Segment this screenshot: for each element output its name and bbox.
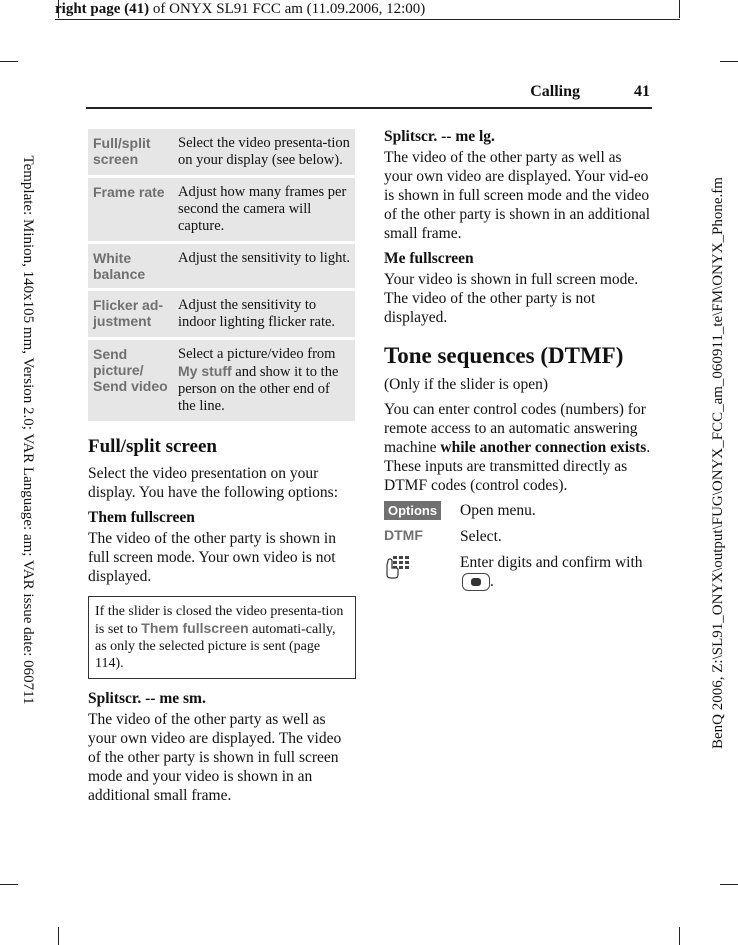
print-header — [55, 0, 680, 20]
option-key: Send picture/ Send video — [88, 340, 173, 421]
key-action-text: . — [490, 573, 494, 590]
option-desc — [173, 340, 355, 421]
table-row — [88, 244, 355, 288]
paragraph: Your video is shown in full screen mode. The video of the other party is not displayed. — [384, 271, 639, 326]
note-text: If the slider is closed the video presenta-tion is set to — [95, 604, 344, 637]
option-desc: Adjust the sensitivity to indoor lighting flicker rate. — [173, 291, 355, 337]
template-info: Template: Minion, 140x105 mm, Version 2.0; VAR Language: am; VAR issue date: 060711 — [20, 155, 36, 705]
print-header-page: right page (41) — [55, 1, 150, 17]
paragraph — [384, 400, 652, 495]
text: . These inputs are transmitted directly as DTMF codes (control codes). — [384, 439, 651, 494]
table-row — [88, 178, 355, 241]
paragraph: The video of the other party as well as your own video are displayed. The video of the other party is shown in full screen mode and your video is shown in an additional small frame. — [88, 711, 342, 804]
print-header-doc: of ONYX SL91 FCC am (11.09.2006, 12:00) — [149, 1, 426, 17]
paragraph: (Only if the slider is open) — [384, 376, 549, 393]
option-desc-text: and show it to the person on the other end of the line. — [178, 364, 339, 414]
center-key-icon — [462, 573, 490, 591]
note-text: automati-cally, as only the selected picture is sent (page 114). — [95, 622, 336, 671]
left-column — [88, 129, 356, 811]
ui-term-them-fullscreen: Them fullscreen — [141, 620, 249, 636]
dtmf-option[interactable]: DTMF — [384, 527, 423, 543]
option-desc: Adjust how many frames per second the camera will capture. — [173, 178, 355, 241]
section-heading-full-split: Full/split screen — [88, 436, 217, 457]
key-row — [384, 501, 652, 523]
option-key: White balance — [88, 244, 173, 288]
key-row — [384, 527, 652, 549]
file-path-info: BenQ 2006, Z:\SL91_ONYX\output\FUG\ONYX_FCC_am_060911_te\FM\ONYX_Phone.fm — [710, 177, 726, 749]
keypad-icon-graphic — [384, 553, 412, 579]
subheading-me-fullscreen: Me fullscreen — [384, 250, 474, 267]
table-row — [88, 129, 355, 175]
right-column — [384, 129, 652, 595]
key-action: Open menu. — [460, 502, 536, 519]
options-softkey[interactable]: Options — [384, 501, 441, 520]
crop-mark — [0, 61, 18, 62]
table-row — [88, 291, 355, 337]
page-number: 41 — [634, 83, 650, 100]
paragraph: The video of the other party is shown in full screen mode. Your own video is not displayed. — [88, 530, 336, 585]
crop-mark — [679, 927, 680, 945]
note-box — [88, 596, 356, 679]
subheading-splitscr-me-sm: Splitscr. -- me sm. — [88, 690, 206, 707]
emphasis: while another connection exists — [440, 439, 647, 456]
running-head — [86, 79, 652, 109]
option-desc: Adjust the sensitivity to light. — [173, 244, 355, 288]
option-desc: Select the video presenta-tion on your display (see below). — [173, 129, 355, 175]
key-action — [460, 553, 652, 591]
subheading-splitscr-me-lg: Splitscr. -- me lg. — [384, 128, 495, 145]
crop-mark — [0, 884, 18, 885]
crop-mark — [58, 927, 59, 945]
option-desc-text: Select a picture/video from — [178, 346, 336, 362]
crop-mark — [720, 61, 738, 62]
ui-term-my-stuff: My stuff — [178, 363, 232, 379]
options-table — [88, 126, 355, 424]
key-action-text: Enter digits and confirm with — [460, 554, 643, 571]
option-key: Frame rate — [88, 178, 173, 241]
key-row — [384, 553, 652, 591]
keypad-icon — [384, 553, 412, 584]
section-heading-dtmf: Tone sequences (DTMF) — [384, 343, 624, 368]
crop-mark — [720, 884, 738, 885]
text: You can enter control codes (numbers) for remote access to an automatic answering machine — [384, 401, 646, 456]
option-key: Flicker ad-justment — [88, 291, 173, 337]
key-action: Select. — [460, 528, 502, 545]
subheading-them-fullscreen: Them fullscreen — [88, 509, 195, 526]
table-row — [88, 340, 355, 421]
paragraph: Select the video presentation on your display. You have the following options: — [88, 465, 339, 501]
option-key: Full/split screen — [88, 129, 173, 175]
paragraph: The video of the other party as well as your own video are displayed. Your vid-eo is shown in full screen mode and the video of the other party is shown in an additional small frame. — [384, 149, 651, 242]
section-title: Calling — [530, 83, 580, 100]
